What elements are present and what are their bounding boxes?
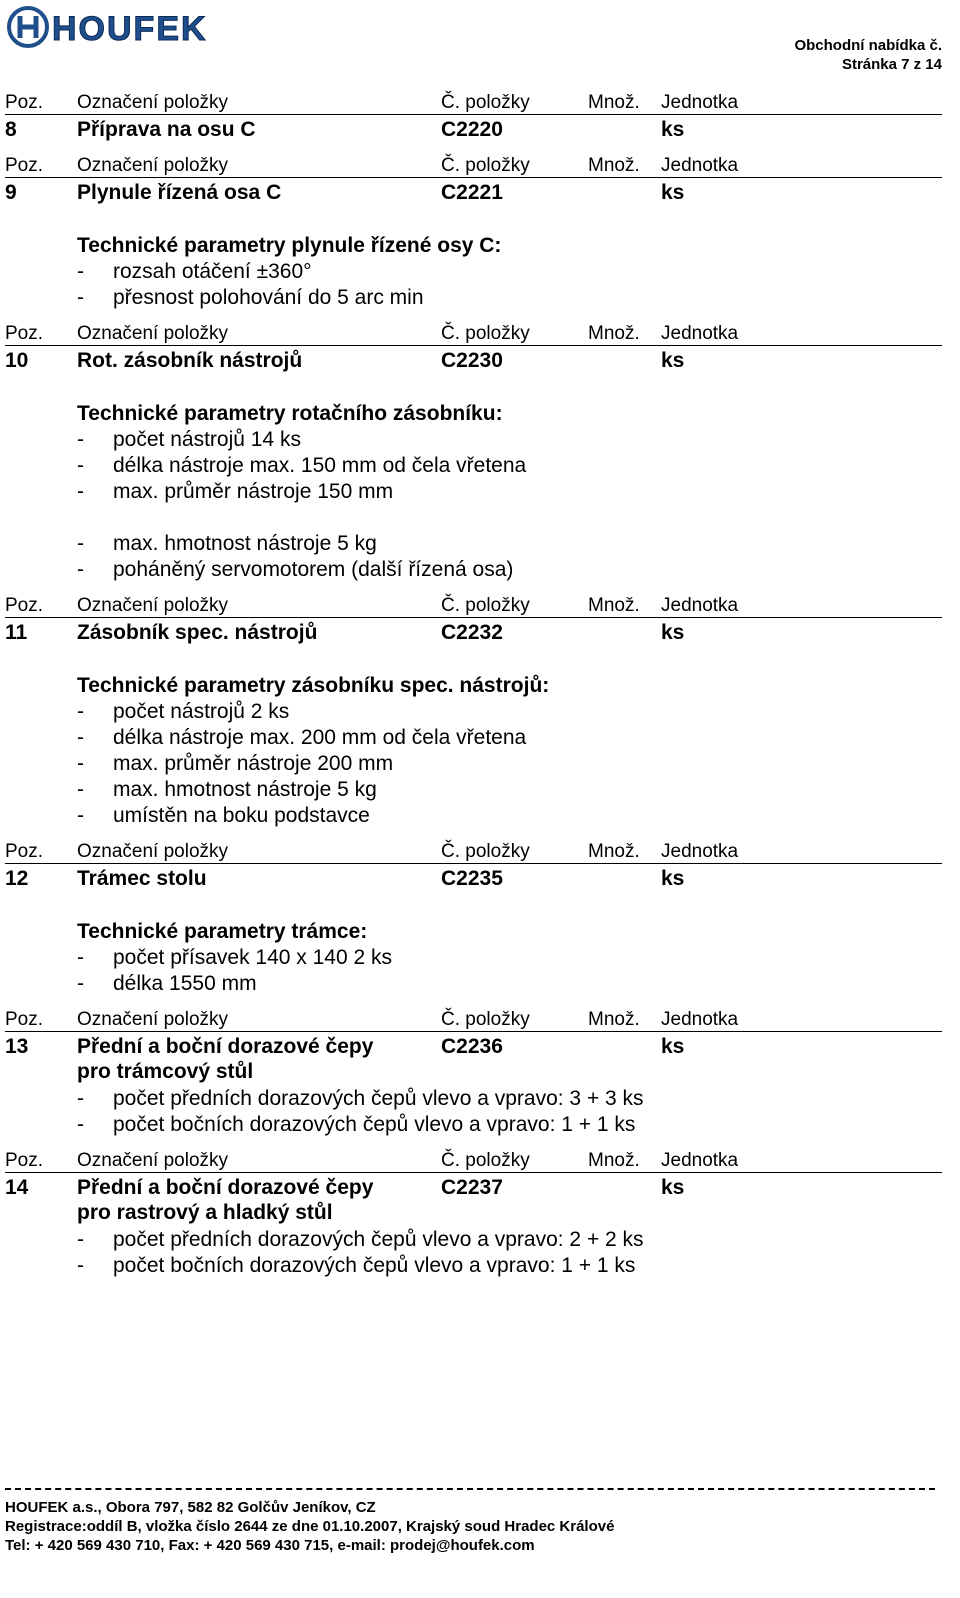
parameter-line [77,699,942,725]
parameter-text: přesnost polohování do 5 arc min [113,286,424,309]
item-position: 10 [5,349,29,372]
item-row [5,115,942,143]
column-header-num: Č. položky [441,92,530,113]
item-name-line2: pro trámcový stůl [77,1060,254,1083]
item-parameters [5,1227,942,1279]
column-header-poz: Poz. [5,841,44,862]
parameter-line [77,1253,942,1279]
item-position: 12 [5,867,29,890]
column-header-num: Č. položky [441,155,530,176]
parameter-text: počet předních dorazových čepů vlevo a vpravo: 3 + 3 ks [113,1087,644,1110]
column-header-poz: Poz. [5,595,44,616]
bullet-dash: - [77,480,84,503]
column-header-name: Označení položky [77,1150,229,1171]
bullet-dash: - [77,286,84,309]
parameter-text: počet nástrojů 14 ks [113,428,301,451]
parameter-line [77,259,942,285]
page-info: Stránka 7 z 14 [841,56,942,73]
parameter-text: počet bočních dorazových čepů vlevo a vpravo: 1 + 1 ks [113,1254,636,1277]
item-name: Příprava na osu C [77,118,256,141]
column-header-qty: Množ. [588,323,640,344]
offer-item [5,593,942,829]
parameters-title: Technické parametry plynule řízené osy C: [77,234,502,257]
item-row [5,1173,942,1201]
offer-item [5,839,942,997]
parameter-line [77,777,942,803]
item-number: C2220 [441,118,503,141]
parameter-line [77,1227,942,1253]
parameter-text: počet bočních dorazových čepů vlevo a vpravo: 1 + 1 ks [113,1113,636,1136]
parameters-title: Technické parametry trámce: [77,920,368,943]
item-parameters [5,1086,942,1138]
column-header-qty: Množ. [588,841,640,862]
parameter-spacer [77,505,942,531]
item-position: 9 [5,181,17,204]
item-position: 8 [5,118,17,141]
parameter-line [77,557,942,583]
bullet-dash: - [77,972,84,995]
item-parameters [5,400,942,583]
item-name: Přední a boční dorazové čepy [77,1176,374,1199]
parameter-line [77,453,942,479]
bullet-dash: - [77,726,84,749]
parameter-text: max. hmotnost nástroje 5 kg [113,778,377,801]
column-header-row [5,1148,942,1173]
item-number: C2232 [441,621,503,644]
item-number: C2230 [441,349,503,372]
column-header-unit: Jednotka [661,155,739,176]
bullet-dash: - [77,752,84,775]
parameter-line [77,1112,942,1138]
column-header-qty: Množ. [588,92,640,113]
column-header-unit: Jednotka [661,323,739,344]
item-number: C2235 [441,867,503,890]
item-name: Plynule řízená osa C [77,181,282,204]
parameter-line [77,285,942,311]
item-unit: ks [661,621,685,644]
column-header-row [5,90,942,115]
item-row [5,1032,942,1060]
bullet-dash: - [77,946,84,969]
footer-company: HOUFEK a.s., Obora 797, 582 82 Golčův Jeníkov, CZ [5,1499,376,1516]
column-header-name: Označení položky [77,841,229,862]
column-header-qty: Množ. [588,155,640,176]
item-parameters [5,232,942,311]
parameter-text: délka nástroje max. 150 mm od čela vřetena [113,454,527,477]
parameter-line [77,1086,942,1112]
bullet-dash: - [77,428,84,451]
bullet-dash: - [77,454,84,477]
bullet-dash: - [77,558,84,581]
item-unit: ks [661,118,685,141]
item-name-line2: pro rastrový a hladký stůl [77,1201,333,1224]
column-header-unit: Jednotka [661,595,739,616]
parameter-line [77,531,942,557]
column-header-num: Č. položky [441,841,530,862]
bullet-dash: - [77,1254,84,1277]
item-unit: ks [661,867,685,890]
footer-contact: Tel: + 420 569 430 710, Fax: + 420 569 430 715, e-mail: prodej@houfek.com [5,1537,535,1554]
item-position: 14 [5,1176,29,1199]
column-header-unit: Jednotka [661,92,739,113]
parameter-text: počet nástrojů 2 ks [113,700,290,723]
offer-item [5,321,942,583]
column-header-poz: Poz. [5,1009,44,1030]
column-header-unit: Jednotka [661,1009,739,1030]
item-unit: ks [661,181,685,204]
item-row [5,178,942,206]
column-header-unit: Jednotka [661,1150,739,1171]
column-header-name: Označení položky [77,92,229,113]
column-header-poz: Poz. [5,155,44,176]
item-number: C2221 [441,181,503,204]
offer-item [5,1007,942,1138]
bullet-dash: - [77,260,84,283]
parameter-line [77,479,942,505]
parameter-line [77,945,942,971]
parameter-line [77,725,942,751]
houfek-logo [6,4,256,50]
bullet-dash: - [77,778,84,801]
column-header-poz: Poz. [5,323,44,344]
item-row [5,346,942,374]
column-header-qty: Množ. [588,1009,640,1030]
bullet-dash: - [77,1087,84,1110]
column-header-row [5,839,942,864]
parameter-text: délka nástroje max. 200 mm od čela vřetena [113,726,527,749]
offer-item [5,90,942,143]
parameter-text: max. průměr nástroje 150 mm [113,480,394,503]
footer-divider [5,1488,935,1490]
parameter-text: délka 1550 mm [113,972,257,995]
column-header-unit: Jednotka [661,841,739,862]
offer-item [5,153,942,311]
column-header-row [5,1007,942,1032]
parameter-text: počet předních dorazových čepů vlevo a vpravo: 2 + 2 ks [113,1228,644,1251]
item-position: 13 [5,1035,29,1058]
item-unit: ks [661,1035,685,1058]
offer-items [5,90,942,1289]
item-name-continued [5,1201,942,1227]
column-header-poz: Poz. [5,92,44,113]
parameter-text: max. průměr nástroje 200 mm [113,752,394,775]
column-header-name: Označení položky [77,155,229,176]
column-header-poz: Poz. [5,1150,44,1171]
column-header-num: Č. položky [441,1009,530,1030]
item-name: Přední a boční dorazové čepy [77,1035,374,1058]
parameters-title: Technické parametry rotačního zásobníku: [77,402,503,425]
item-name-continued [5,1060,942,1086]
item-name: Zásobník spec. nástrojů [77,621,318,644]
document-meta [794,36,942,74]
column-header-name: Označení položky [77,595,229,616]
column-header-num: Č. položky [441,595,530,616]
offer-item [5,1148,942,1279]
parameters-title: Technické parametry zásobníku spec. nástrojů: [77,674,550,697]
parameter-text: umístěn na boku podstavce [113,804,370,827]
bullet-dash: - [77,532,84,555]
item-unit: ks [661,349,685,372]
column-header-num: Č. položky [441,1150,530,1171]
item-parameters [5,672,942,829]
footer [5,1488,935,1555]
column-header-name: Označení položky [77,323,229,344]
parameter-text: poháněný servomotorem (další řízená osa) [113,558,514,581]
column-header-num: Č. položky [441,323,530,344]
item-number: C2237 [441,1176,503,1199]
bullet-dash: - [77,804,84,827]
column-header-qty: Množ. [588,595,640,616]
column-header-row [5,321,942,346]
item-position: 11 [5,621,28,644]
parameter-line [77,751,942,777]
parameter-line [77,803,942,829]
item-unit: ks [661,1176,685,1199]
column-header-name: Označení položky [77,1009,229,1030]
bullet-dash: - [77,1228,84,1251]
document-title: Obchodní nabídka č. [794,37,942,54]
parameter-text: max. hmotnost nástroje 5 kg [113,532,377,555]
parameter-line [77,427,942,453]
item-name: Trámec stolu [77,867,207,890]
item-row [5,618,942,646]
item-number: C2236 [441,1035,503,1058]
column-header-qty: Množ. [588,1150,640,1171]
item-row [5,864,942,892]
footer-registration: Registrace:oddíl B, vložka číslo 2644 ze dne 01.10.2007, Krajský soud Hradec Králové [5,1518,615,1535]
parameter-text: počet přísavek 140 x 140 2 ks [113,946,392,969]
column-header-row [5,593,942,618]
item-name: Rot. zásobník nástrojů [77,349,303,372]
item-parameters [5,918,942,997]
parameter-text: rozsah otáčení ±360° [113,260,312,283]
column-header-row [5,153,942,178]
parameter-line [77,971,942,997]
logo-text: HOUFEK [52,10,208,48]
bullet-dash: - [77,700,84,723]
bullet-dash: - [77,1113,84,1136]
